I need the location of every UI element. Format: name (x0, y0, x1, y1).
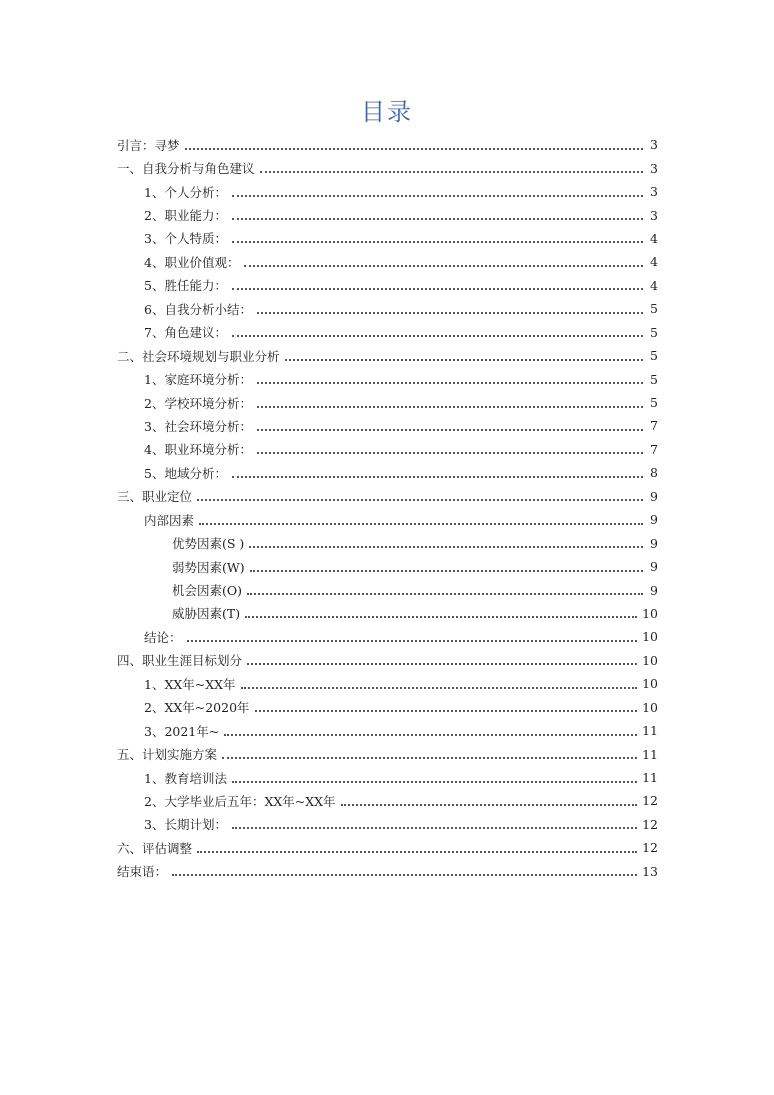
toc-entry-page-number: 7 (650, 441, 658, 457)
toc-entry-page-number: 9 (650, 488, 658, 504)
toc-entry[interactable] (117, 156, 658, 179)
dot-leader (241, 687, 638, 689)
toc-entry-page-number: 4 (650, 277, 658, 293)
dot-leader (255, 710, 638, 712)
toc-entry-page-number: 4 (650, 254, 658, 270)
dot-leader (232, 827, 637, 829)
toc-entry-label: 2、职业能力： (144, 208, 227, 224)
dot-leader (250, 570, 643, 572)
toc-entry-label: 5、胜任能力： (144, 278, 227, 294)
toc-entry-page-number: 5 (650, 324, 658, 340)
dot-leader (257, 312, 643, 314)
toc-entry-label: 2、XX年~2020年 (144, 700, 250, 716)
toc-entry[interactable] (117, 766, 658, 789)
dot-leader (222, 757, 637, 759)
toc-entry[interactable] (117, 602, 658, 625)
toc-entry-page-number: 5 (650, 395, 658, 411)
dot-leader (260, 171, 643, 173)
dot-leader (232, 218, 643, 220)
toc-entry[interactable] (117, 344, 658, 367)
toc-entry[interactable] (117, 133, 658, 156)
toc-entry[interactable] (117, 438, 658, 461)
dot-leader (232, 195, 643, 197)
toc-entry-page-number: 12 (642, 793, 658, 809)
toc-entry[interactable] (117, 672, 658, 695)
toc-entry[interactable] (117, 813, 658, 836)
toc-entry-page-number: 3 (650, 207, 658, 223)
toc-entry[interactable] (117, 719, 658, 742)
toc-entry[interactable] (117, 180, 658, 203)
toc-entry-page-number: 9 (650, 582, 658, 598)
toc-entry-label: 机会因素(O) (172, 583, 243, 599)
toc-entry-page-number: 9 (650, 559, 658, 575)
toc-entry[interactable] (117, 250, 658, 273)
toc-entry-page-number: 8 (650, 465, 658, 481)
toc-entry-page-number: 9 (650, 512, 658, 528)
dot-leader (232, 781, 637, 783)
toc-title: 目录 (361, 98, 413, 126)
dot-leader (257, 382, 643, 384)
toc-entry-page-number: 3 (650, 137, 658, 153)
toc-entry[interactable] (117, 696, 658, 719)
toc-entry[interactable] (117, 836, 658, 859)
toc-entry-page-number: 10 (642, 629, 658, 645)
toc-entry-page-number: 3 (650, 160, 658, 176)
toc-entry-label: 4、职业价值观： (144, 254, 240, 270)
toc-entry-label: 内部因素 (144, 512, 195, 528)
toc-entry-label: 五、计划实施方案 (117, 747, 218, 763)
toc-entry-label: 1、个人分析： (144, 184, 227, 200)
toc-entry-label: 引言：寻梦 (117, 137, 180, 153)
toc-entry[interactable] (117, 531, 658, 554)
dot-leader (224, 734, 637, 736)
toc-entry[interactable] (117, 742, 658, 765)
toc-entry-label: 3、2021年~ (144, 723, 220, 739)
toc-entry-page-number: 12 (642, 816, 658, 832)
dot-leader (232, 476, 643, 478)
toc-entry-label: 7、角色建议： (144, 325, 227, 341)
dot-leader (197, 851, 637, 853)
toc-entry-page-number: 5 (650, 301, 658, 317)
toc-list (117, 133, 658, 883)
toc-entry[interactable] (117, 367, 658, 390)
toc-entry-page-number: 11 (642, 723, 658, 739)
toc-entry-page-number: 5 (650, 371, 658, 387)
toc-entry-label: 4、职业环境分析： (144, 442, 252, 458)
dot-leader (285, 359, 643, 361)
toc-entry-label: 四、职业生涯目标划分 (117, 653, 243, 669)
toc-entry-label: 3、个人特质： (144, 231, 227, 247)
toc-entry-page-number: 7 (650, 418, 658, 434)
toc-entry[interactable] (117, 297, 658, 320)
toc-entry-label: 1、教育培训法 (144, 770, 227, 786)
dot-leader (185, 148, 643, 150)
toc-entry-page-number: 10 (642, 699, 658, 715)
toc-entry-page-number: 5 (650, 348, 658, 364)
dot-leader (232, 288, 643, 290)
toc-entry-page-number: 4 (650, 230, 658, 246)
toc-entry[interactable] (117, 578, 658, 601)
dot-leader (232, 241, 643, 243)
toc-entry-label: 二、社会环境规划与职业分析 (117, 348, 280, 364)
toc-entry[interactable] (117, 789, 658, 812)
toc-entry-page-number: 10 (642, 676, 658, 692)
dot-leader (247, 663, 637, 665)
toc-entry-page-number: 9 (650, 535, 658, 551)
toc-entry-label: 优势因素(S ) (172, 536, 245, 552)
toc-entry[interactable] (117, 649, 658, 672)
toc-entry-label: 5、地域分析： (144, 465, 227, 481)
toc-entry[interactable] (117, 391, 658, 414)
toc-entry-label: 2、学校环境分析： (144, 395, 252, 411)
toc-entry[interactable] (117, 274, 658, 297)
dot-leader (244, 265, 643, 267)
toc-entry-label: 3、长期计划： (144, 817, 227, 833)
toc-entry-label: 1、XX年~XX年 (144, 676, 236, 692)
dot-leader (249, 546, 643, 548)
toc-entry-page-number: 13 (642, 863, 658, 879)
toc-entry-page-number: 12 (642, 840, 658, 856)
dot-leader (199, 523, 643, 525)
toc-entry-label: 结论： (144, 629, 182, 645)
toc-entry[interactable] (117, 203, 658, 226)
toc-entry[interactable] (117, 625, 658, 648)
toc-entry-page-number: 11 (642, 770, 658, 786)
toc-entry-label: 6、自我分析小结： (144, 301, 252, 317)
dot-leader (245, 616, 637, 618)
dot-leader (232, 335, 643, 337)
dot-leader (257, 429, 643, 431)
toc-entry[interactable] (117, 227, 658, 250)
toc-entry-page-number: 10 (642, 652, 658, 668)
toc-entry[interactable] (117, 461, 658, 484)
toc-entry-label: 3、社会环境分析： (144, 418, 252, 434)
toc-entry-label: 结束语： (117, 864, 168, 880)
toc-entry[interactable] (117, 485, 658, 508)
toc-entry[interactable] (117, 321, 658, 344)
toc-entry[interactable] (117, 555, 658, 578)
toc-entry-label: 一、自我分析与角色建议 (117, 161, 255, 177)
toc-entry-label: 2、大学毕业后五年：XX年~XX年 (144, 793, 336, 809)
dot-leader (341, 804, 638, 806)
toc-entry[interactable] (117, 508, 658, 531)
dot-leader (187, 640, 638, 642)
dot-leader (172, 874, 637, 876)
toc-entry-page-number: 10 (642, 605, 658, 621)
toc-entry[interactable] (117, 414, 658, 437)
toc-entry-label: 三、职业定位 (117, 489, 193, 505)
toc-entry-label: 弱势因素(W) (172, 559, 245, 575)
toc-entry-label: 1、家庭环境分析： (144, 372, 252, 388)
dot-leader (197, 499, 643, 501)
dot-leader (257, 452, 643, 454)
dot-leader (257, 406, 643, 408)
toc-entry-page-number: 11 (642, 746, 658, 762)
toc-entry[interactable] (117, 860, 658, 883)
toc-entry-label: 六、评估调整 (117, 840, 193, 856)
toc-entry-label: 威胁因素(T) (172, 606, 241, 622)
toc-entry-page-number: 3 (650, 184, 658, 200)
dot-leader (247, 593, 643, 595)
